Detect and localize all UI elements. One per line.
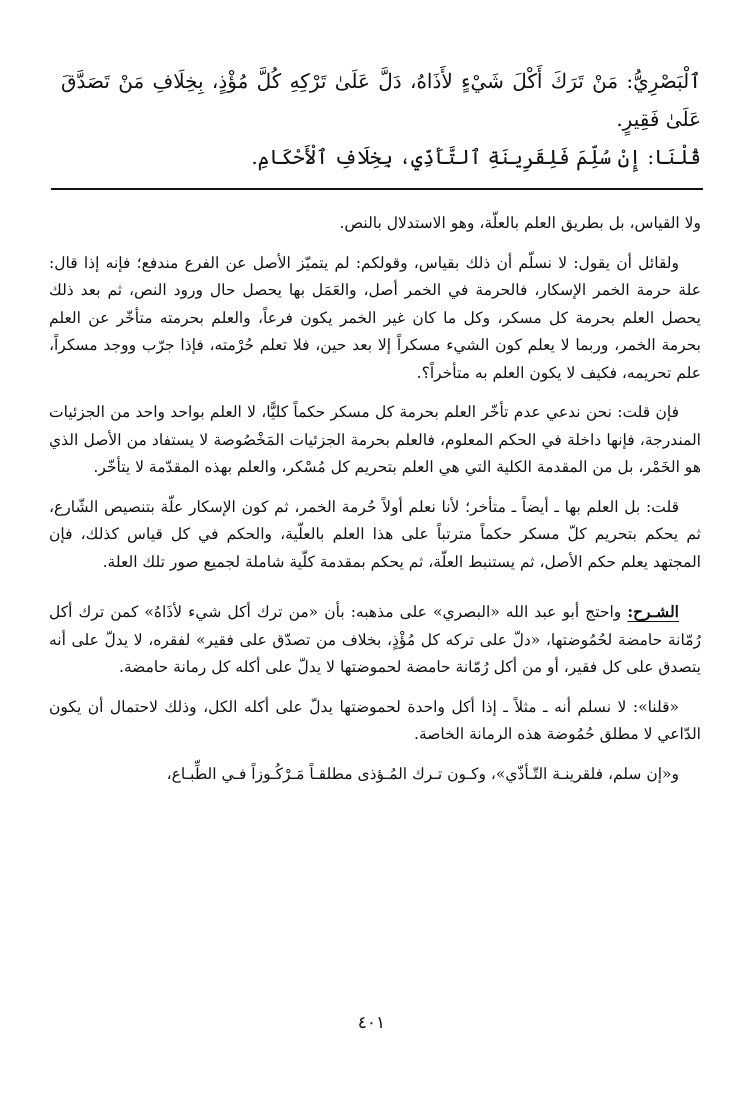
sharh-paragraph (49, 598, 701, 682)
commentary-paragraph-6: «قلنا»: لا نسلم أنه ـ مثلاً ـ إذا أكل واحدة لحموضتها يدلّ على أكله الكل، وذلك لاحتمال أن يكون الدّاعي لا مطلق حُمُوضة هذه الرمانة الخاصة. (49, 697, 701, 743)
separator-rule (51, 188, 703, 190)
commentary-text-block (49, 210, 701, 800)
commentary-paragraph-2: ولقائل أن يقول: لا نسلّم أن ذلك بقياس، وقولكم: لم يتميّز الأصل عن الفرع مندفع؛ فإنه إذا قال: علة حرمة الخمر الإسكار، فالحرمة في الخمر أصل، والعَمَل بها يحصل حال ورود النص، ثم بعد ذلك يحصل العلم بحرمة كل مسكر، وكل ما كان غير الخمر يكون فرعاً، والعلم بحرمته متأخّر عن العلم بحرمة الخمر، وربما لا يعلم كون الشيء مسكراً إلا بعد حين، فلا تعلم حُرْمته، فإذا جرّب ووجد مسكراً، علم تحريمه، فكيف لا يكون العلم به متأخراً؟. (49, 253, 701, 382)
matn-text-block (61, 62, 701, 176)
matn-line-1: ٱلْبَصْرِيُّ: مَنْ تَرَكَ أَكْلَ شَيْءٍ لأَذَاهُ، دَلَّ عَلَىٰ تَرْكِهِ كُلَّ مُؤْذٍ، بِخِلَافِ مَنْ تَصَدَّقَ عَلَىٰ فَقِيرٍ. (61, 69, 701, 131)
commentary-paragraph-1: ولا القياس، بل بطريق العلم بالعلّة، وهو الاستدلال بالنص. (339, 214, 701, 232)
sharh-label: الشـرح: (627, 602, 679, 621)
commentary-paragraph-7: و«إن سلم، فلقرينـة التّـأذّي»، وكـون تـرك المُـؤذى مطلقـاً مَـرْكُـوزاً فـي الطِّبـاع، (166, 764, 679, 783)
sharh-paragraph-text: واحتج أبو عبد الله «البصري» على مذهبه: بأن «من ترك أكل شيء لأذَاهُ» كمن ترك أكل رُمّانة حامضة لحُمُوضتها، «دلّ على تركه كل مُؤْذٍ، بخلاف من تصدّق على فقير» لفقره، لا يدلّ على أنه يتصدق على كل فقير، أو من أكل رُمّانة حامضة لحموضتها لا يدلّ على أكله كل رمانة حامضة. (49, 603, 701, 676)
matn-line-2: قُلْنَا: إِنْ سُلِّمَ فَلِقَرِينَةِ ٱلتَّأَذِّي، بِخِلَافِ ٱلْأَحْكَامِ. (251, 145, 701, 169)
commentary-paragraph-3: فإن قلت: نحن ندعي عدم تأخّر العلم بحرمة كل مسكر حكماً كليًّا، لا العلم بواحد واحد من الجزئيات المندرجة، فإنها داخلة في الحكم المعلوم، فالعلم بحرمة الجزئيات المَخْصُوصة لا يستفاد من الأصل الذي هو الخَمْر، بل من المقدمة الكلية التي هي العلم بتحريم كل مُسْكر، والعلم بهذه المقدّمة لا يتأخّر. (49, 403, 701, 476)
commentary-paragraph-4: قلت: بل العلم بها ـ أيضاً ـ متأخر؛ لأنا نعلم أولاً حُرمة الخمر، ثم كون الإسكار علّة بتنصيص الشّارع، ثم يحكم بتحريم كلّ مسكر حكماً مترتباً على هذا العلم بالعلّية، والحكم في كل قياس كذلك، فإن المجتهد يعلم حكم الأصل، ثم يستنبط العلّة، ثم يحكم بمقدمة كلّية شاملة لجميع صور تلك العلة. (49, 497, 701, 571)
page-number: ٤٠١ (357, 1013, 386, 1033)
